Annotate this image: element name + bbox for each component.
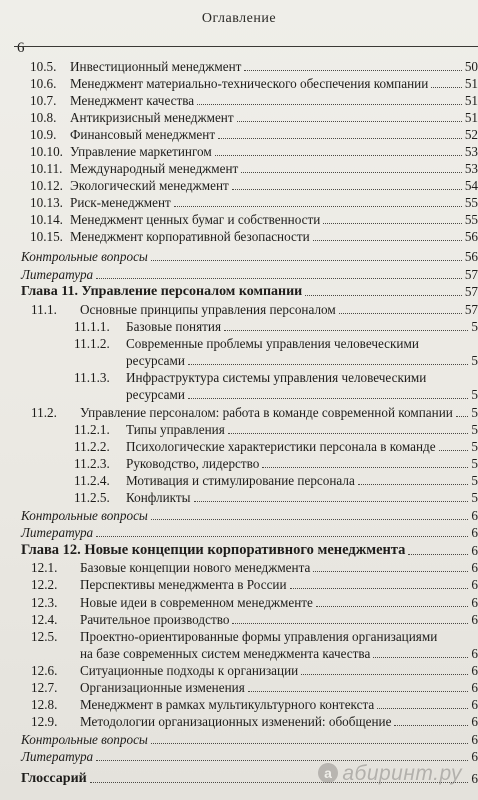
toc-entry-page: 6 [471,560,478,575]
dot-leader [174,206,462,207]
toc-entry [0,335,478,352]
dot-leader [358,484,468,485]
toc-entry-page: 5 [471,422,478,437]
toc-entry-title: Менеджмент в рамках мультикультурного контекста [80,697,375,712]
toc-entry-page: 6 [471,646,478,661]
toc-entry [0,92,478,109]
toc-entry [0,421,478,438]
toc-entry [0,160,478,177]
toc-entry-page: 5 [471,405,478,420]
toc-entry-title: Перспективы менеджмента в России [80,577,287,592]
toc-entry-page: 57 [464,267,478,282]
toc-entry-title: Литература [21,525,94,540]
toc-entry-number: 11.1.3. [74,370,110,385]
running-header [0,0,478,56]
dot-leader [408,554,468,555]
toc-entry-title: Базовые понятия [126,319,222,334]
labirint-logo: a [318,763,338,783]
toc-entry-title: Современные проблемы управления человеческими [126,336,419,351]
toc-entry-number: 12.7. [31,680,58,695]
dot-leader [237,121,462,122]
toc-entry-number: 10.13. [30,195,63,210]
toc-entry-title: Экологический менеджмент [70,178,229,193]
toc-entry-number: 10.15. [30,229,63,244]
toc-entry-title: Мотивация и стимулирование персонала [126,473,355,488]
dot-leader [151,743,468,744]
header-title: Оглавление [201,11,277,26]
toc-entry-title: Базовые концепции нового менеджмента [80,560,311,575]
dot-leader [316,606,468,607]
toc-entry-page: 50 [464,59,478,74]
dot-leader [188,364,468,365]
toc-entry-number: 11.1.2. [74,336,110,351]
dot-leader [313,240,462,241]
toc-entry-title: Инвестиционный менеджмент [70,59,242,74]
toc-entry-number: 10.7. [30,93,57,108]
toc-entry-title: Типы управления [126,422,225,437]
toc-entry-number: 10.10. [30,144,63,159]
toc-entry-title: Литература [21,267,94,282]
toc-entry-number: 10.8. [30,110,57,125]
toc-entry [0,507,478,524]
toc-entry [0,248,478,265]
toc-entry-number: 10.5. [30,59,57,74]
toc-entry [0,369,478,386]
toc-entry-title: Международный менеджмент [70,161,239,176]
toc-entry [0,662,478,679]
toc-entry-title: Литература [21,749,94,764]
toc-entry-title: Руководство, лидерство [126,456,260,471]
toc-entry-title: Управление персоналом: работа в команде современной компании [80,405,453,420]
toc-entry-title: Основные принципы управления персоналом [80,302,336,317]
toc-entry-title: Риск-менеджмент [70,195,171,210]
page-number: 6 [17,40,25,56]
toc-entry-title: Контрольные вопросы [21,732,148,747]
dot-leader [151,260,462,261]
toc-entry-number: 11.2.4. [74,473,110,488]
dot-leader [323,223,462,224]
dot-leader [373,657,468,658]
watermark [318,762,462,786]
toc-entry-page: 55 [464,212,478,227]
dot-leader [301,674,468,675]
toc-entry-title: Конфликты [126,490,191,505]
toc-entry-title: Инфраструктура системы управления человеческими [126,370,427,385]
toc-entry-title: Глоссарий [21,771,87,786]
toc-entry-title: Менеджмент материально-технического обеспечения компании [70,76,429,91]
dot-leader [241,172,462,173]
toc-entry [0,628,478,645]
toc-entry-number: 10.14. [30,212,63,227]
dot-leader [232,189,462,190]
dot-leader [377,708,468,709]
dot-leader [244,70,462,71]
toc-entry-title: Глава 12. Новые концепции корпоративного менеджмента [21,542,406,558]
toc-entry [0,126,478,143]
toc-entry-page: 5 [471,456,478,471]
toc-entry [0,455,478,472]
toc-entry [0,352,478,369]
toc-entry [0,489,478,506]
dot-leader [248,691,468,692]
toc-entry-page: 5 [471,319,478,334]
toc-entry-title: Финансовый менеджмент [70,127,216,142]
toc-entry-page: 5 [471,387,478,402]
toc-entry-page: 55 [464,195,478,210]
toc-entry [0,679,478,696]
toc-entry-page: 6 [471,663,478,678]
toc-entry [0,472,478,489]
toc-entry [0,177,478,194]
toc-entry-number: 12.5. [31,629,58,644]
toc-entry [0,266,478,283]
dot-leader [228,433,468,434]
toc-entry-number: 12.1. [31,560,58,575]
toc-entry [0,524,478,541]
toc-entry-number: 12.2. [31,577,58,592]
toc-entry [0,576,478,593]
toc-entry-page: 6 [471,577,478,592]
toc-entry-title: Новые идеи в современном менеджменте [80,595,313,610]
toc-entry-page: 53 [464,144,478,159]
toc-entry-number: 11.1. [31,302,57,317]
toc-entry-title: Управление маркетингом [70,144,212,159]
toc-entry [0,301,478,318]
dot-leader [197,104,462,105]
toc-entry-page: 6 [471,697,478,712]
dot-leader [313,571,468,572]
toc-entry-page: 6 [471,749,478,764]
toc-entry-page: 52 [464,127,478,142]
watermark-text: абиринт.ру [342,762,462,785]
toc-entry-page: 56 [464,229,478,244]
toc-entry [0,559,478,576]
toc-entry-title: на базе современных систем менеджмента качества [80,646,371,661]
toc-entry-number: 11.1.1. [74,319,110,334]
toc-entry [0,731,478,748]
dot-leader [456,416,468,417]
toc-entry-number: 12.8. [31,697,58,712]
dot-leader [96,760,468,761]
toc-entry [0,194,478,211]
toc-entry-title: Проектно-ориентированные формы управления организациями [80,629,438,644]
toc-entry [0,611,478,628]
toc-entry-title: Антикризисный менеджмент [70,110,234,125]
toc-entry-number: 11.2.5. [74,490,110,505]
dot-leader [218,138,462,139]
toc-entry-page: 6 [471,508,478,523]
toc-entry [0,696,478,713]
toc-entry-number: 10.12. [30,178,63,193]
toc-entry-number: 10.9. [30,127,57,142]
toc-entry [0,404,478,421]
dot-leader [224,330,468,331]
toc-entry-number: 11.2.1. [74,422,110,437]
toc-entry-title: Организационные изменения [80,680,245,695]
toc-entry [0,594,478,611]
dot-leader [439,450,468,451]
toc-entry-title: Глава 11. Управление персоналом компании [21,284,303,299]
toc-entry-page: 5 [471,353,478,368]
toc-entry-page: 57 [464,302,478,317]
toc-entry-title: Методологии организационных изменений: обобщение [80,714,392,729]
toc-chapter [0,283,478,300]
toc-entry-title: Контрольные вопросы [21,508,148,523]
toc-entry-page: 51 [464,76,478,91]
toc-entry-page: 54 [464,178,478,193]
toc-entry [0,713,478,730]
toc-entry-title: Контрольные вопросы [21,249,148,264]
toc-entry-title: Менеджмент корпоративной безопасности [70,229,310,244]
toc-entry-page: 6 [471,612,478,627]
dot-leader [215,155,462,156]
dot-leader [194,501,468,502]
toc-entry-number: 11.2.2. [74,439,110,454]
toc-entry-number: 11.2. [31,405,57,420]
toc-entry-page: 5 [471,439,478,454]
dot-leader [262,467,468,468]
dot-leader [151,519,468,520]
toc-entry [0,318,478,335]
toc-entry-title: Менеджмент ценных бумаг и собственности [70,212,321,227]
toc-entry-page: 6 [471,543,478,558]
dot-leader [96,278,462,279]
toc-entry-page: 51 [464,93,478,108]
toc-entry-page: 56 [464,249,478,264]
toc-entry-title: ресурсами [126,353,185,368]
toc-entry-page: 6 [471,732,478,747]
dot-leader [188,398,468,399]
toc-entry-number: 12.3. [31,595,58,610]
toc-entry-title: Ситуационные подходы к организации [80,663,299,678]
toc-entry [0,645,478,662]
toc-entry-page: 53 [464,161,478,176]
toc-entry [0,438,478,455]
toc-entry-page: 6 [471,714,478,729]
toc-entry-page: 5 [471,473,478,488]
toc-entry-title: Менеджмент качества [70,93,195,108]
toc-entry-number: 10.6. [30,76,57,91]
toc-entry [0,58,478,75]
toc-entry-number: 11.2.3. [74,456,110,471]
toc-entry-number: 10.11. [30,161,63,176]
toc-chapter [0,542,478,559]
toc-entry-title: Рачительное производство [80,612,230,627]
toc-entry-page: 6 [471,680,478,695]
toc-entry-title: ресурсами [126,387,185,402]
dot-leader [339,313,462,314]
header-rule [14,46,478,47]
toc-entry-number: 12.6. [31,663,58,678]
dot-leader [394,725,468,726]
dot-leader [96,536,468,537]
toc-entry [0,211,478,228]
toc-entry-title: Психологические характеристики персонала в команде [126,439,436,454]
toc-entry [0,75,478,92]
toc-entry-page: 6 [471,595,478,610]
toc-entry [0,386,478,403]
toc-entry-page: 57 [464,284,478,299]
toc-entry [0,143,478,160]
toc-entry-number: 12.9. [31,714,58,729]
toc-entry-number: 12.4. [31,612,58,627]
toc-entry-page: 6 [471,525,478,540]
toc-entry-page: 6 [471,771,478,786]
toc-entry-page: 51 [464,110,478,125]
dot-leader [290,588,468,589]
dot-leader [305,295,462,296]
toc-entry [0,228,478,245]
toc-entry [0,109,478,126]
dot-leader [232,623,468,624]
toc-entry-page: 5 [471,490,478,505]
dot-leader [431,87,462,88]
